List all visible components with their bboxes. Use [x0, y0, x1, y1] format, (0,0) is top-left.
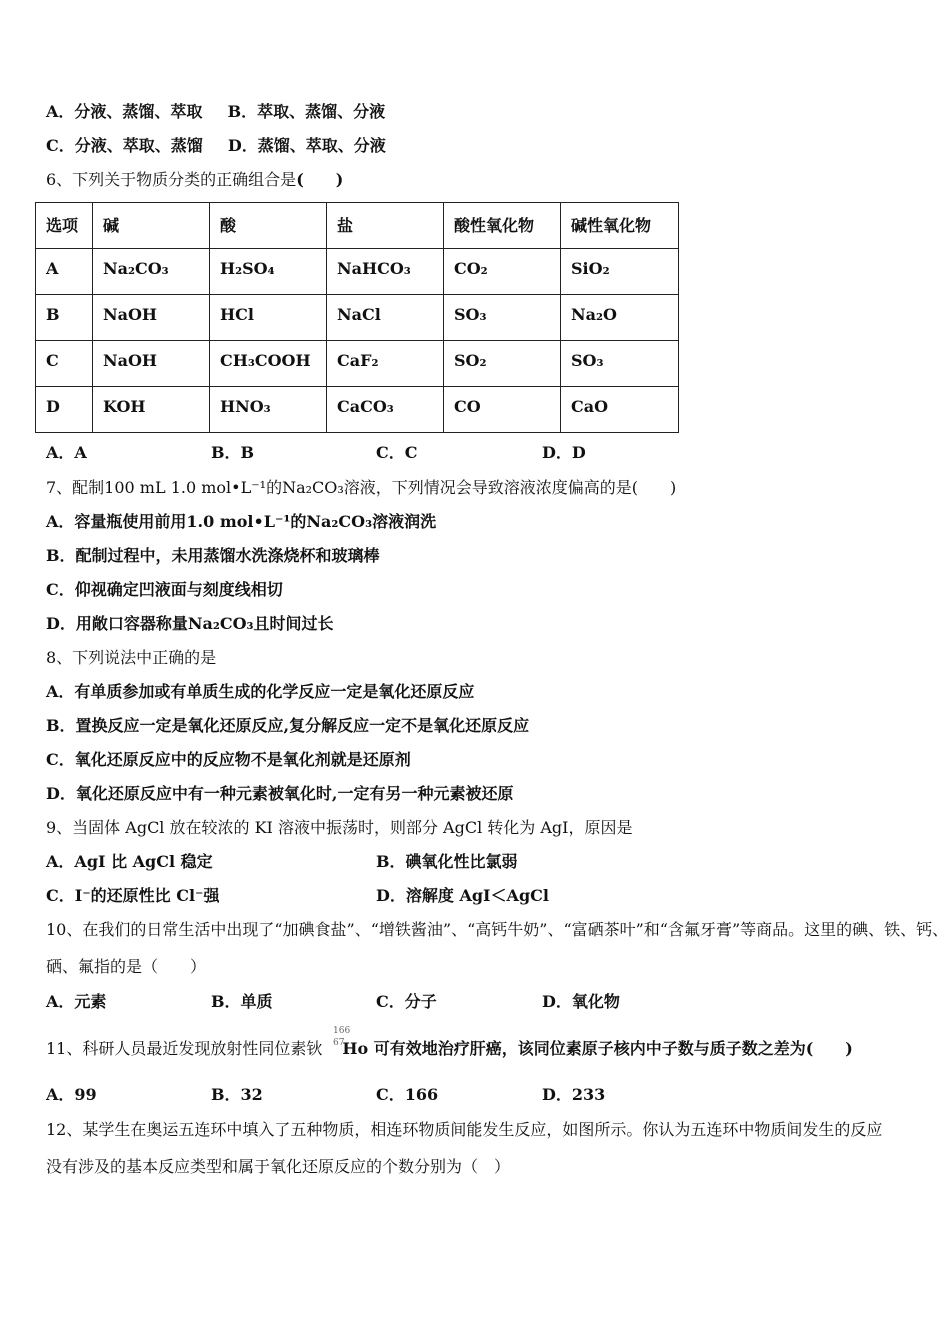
q11-stem [46, 1039, 853, 1059]
table-cell: NaHCO₃ [327, 249, 444, 295]
table-cell: NaOH [93, 341, 210, 387]
q11-answer-d: D．233 [542, 1085, 606, 1104]
table-cell: KOH [93, 387, 210, 433]
q7-option-b: B．配制过程中，未用蒸馏水洗涤烧杯和玻璃棒 [46, 546, 380, 565]
table-cell: CaO [561, 387, 679, 433]
table-header-cell: 盐 [327, 203, 444, 249]
table-row [36, 387, 679, 433]
q6-paren: ( ) [296, 170, 344, 189]
table-header-cell: 碱 [93, 203, 210, 249]
q12-stem-line1: 12、某学生在奥运五连环中填入了五种物质，相连环物质间能发生反应，如图所示。你认为五连环中物质间发生的反应 [46, 1120, 883, 1139]
table-cell: B [36, 295, 93, 341]
table-header-row [36, 203, 679, 249]
table-header-cell: 酸性氧化物 [444, 203, 561, 249]
table-cell: A [36, 249, 93, 295]
q6-answer-a: A．A [46, 443, 87, 462]
q5-option-d: D．蒸馏、萃取、分液 [227, 136, 386, 155]
table-cell: H₂SO₄ [210, 249, 327, 295]
table-header-cell: 酸 [210, 203, 327, 249]
q7-option-d: D．用敞口容器称量Na₂CO₃且时间过长 [46, 614, 334, 633]
q5-options-row2 [46, 136, 386, 156]
q5-option-a: A．分液、蒸馏、萃取 [46, 102, 203, 121]
table-cell: Na₂O [561, 295, 679, 341]
table-header-cell: 碱性氧化物 [561, 203, 679, 249]
q10-answer-d: D．氧化物 [542, 992, 620, 1011]
table-row [36, 295, 679, 341]
table-cell: CO [444, 387, 561, 433]
q7-option-c: C．仰视确定凹液面与刻度线相切 [46, 580, 283, 599]
table-row [36, 249, 679, 295]
table-cell: D [36, 387, 93, 433]
table-cell: SO₂ [444, 341, 561, 387]
q11-answer-c: C．166 [376, 1085, 439, 1104]
table-header-cell: 选项 [36, 203, 93, 249]
table-cell: SiO₂ [561, 249, 679, 295]
q6-answer-b: B．B [211, 443, 255, 462]
table-cell: CO₂ [444, 249, 561, 295]
q5-option-b: B．萃取、蒸馏、分液 [227, 102, 386, 121]
q10-stem-line1: 10、在我们的日常生活中出现了“加碘食盐”、“增铁酱油”、“高钙牛奶”、“富硒茶叶”和“含氟牙膏”等商品。这里的碘、铁、钙、 [46, 920, 949, 939]
table-cell: HCl [210, 295, 327, 341]
table-cell: NaOH [93, 295, 210, 341]
q6-answers [46, 443, 87, 463]
q5-option-c: C．分液、萃取、蒸馏 [46, 136, 203, 155]
q8-option-d: D．氧化还原反应中有一种元素被氧化时,一定有另一种元素被还原 [46, 784, 514, 803]
q6-answer-d: D．D [542, 443, 586, 462]
q6-answer-c: C．C [376, 443, 418, 462]
table-cell: CH₃COOH [210, 341, 327, 387]
table-cell: CaF₂ [327, 341, 444, 387]
q9-option-c: C．I⁻的还原性比 Cl⁻强 [46, 886, 220, 905]
q11-answer-a: A．99 [46, 1085, 97, 1104]
table-cell: HNO₃ [210, 387, 327, 433]
q8-stem: 8、下列说法中正确的是 [46, 648, 217, 667]
table-cell: SO₃ [561, 341, 679, 387]
q10-answer-c: C．分子 [376, 992, 437, 1011]
table-row [36, 341, 679, 387]
q9-option-a: A．AgI 比 AgCl 稳定 [46, 852, 213, 871]
q6-stem [46, 170, 343, 190]
q5-options-row1 [46, 102, 385, 122]
table-cell: NaCl [327, 295, 444, 341]
q8-option-c: C．氧化还原反应中的反应物不是氧化剂就是还原剂 [46, 750, 411, 769]
table-cell: C [36, 341, 93, 387]
q11-stem-post: Ho 可有效地治疗肝癌，该同位素原子核内中子数与质子数之差为( ) [342, 1039, 853, 1058]
q10-answer-b: B．单质 [211, 992, 273, 1011]
q10-answer-a: A．元素 [46, 992, 107, 1011]
q12-stem-line2: 没有涉及的基本反应类型和属于氧化还原反应的个数分别为（ ） [46, 1157, 511, 1176]
q9-option-d: D．溶解度 AgI＜AgCl [376, 886, 549, 905]
q7-stem: 7、配制100 mL 1.0 mol•L⁻¹的Na₂CO₃溶液，下列情况会导致溶液浓度偏高的是( ) [46, 478, 677, 497]
q6-stem-text: 6、下列关于物质分类的正确组合是 [46, 170, 297, 189]
q9-option-b: B．碘氧化性比氯弱 [376, 852, 518, 871]
q7-option-a: A．容量瓶使用前用1.0 mol•L⁻¹的Na₂CO₃溶液润洗 [46, 512, 437, 531]
q9-stem: 9、当固体 AgCl 放在较浓的 KI 溶液中振荡时，则部分 AgCl 转化为 AgI，原因是 [46, 818, 633, 837]
q11-atomic-number: 67 [333, 1038, 345, 1048]
q8-option-a: A．有单质参加或有单质生成的化学反应一定是氧化还原反应 [46, 682, 475, 701]
q11-answer-b: B．32 [211, 1085, 263, 1104]
table-cell: Na₂CO₃ [93, 249, 210, 295]
q10-stem-line2: 硒、氟指的是（ ） [46, 957, 207, 976]
table-cell: SO₃ [444, 295, 561, 341]
table-cell: CaCO₃ [327, 387, 444, 433]
q8-option-b: B．置换反应一定是氧化还原反应,复分解反应一定不是氧化还原反应 [46, 716, 530, 735]
q11-stem-pre: 11、科研人员最近发现放射性同位素钬 [46, 1039, 323, 1058]
classification-table [35, 202, 679, 433]
q11-mass-number: 166 [333, 1026, 351, 1036]
